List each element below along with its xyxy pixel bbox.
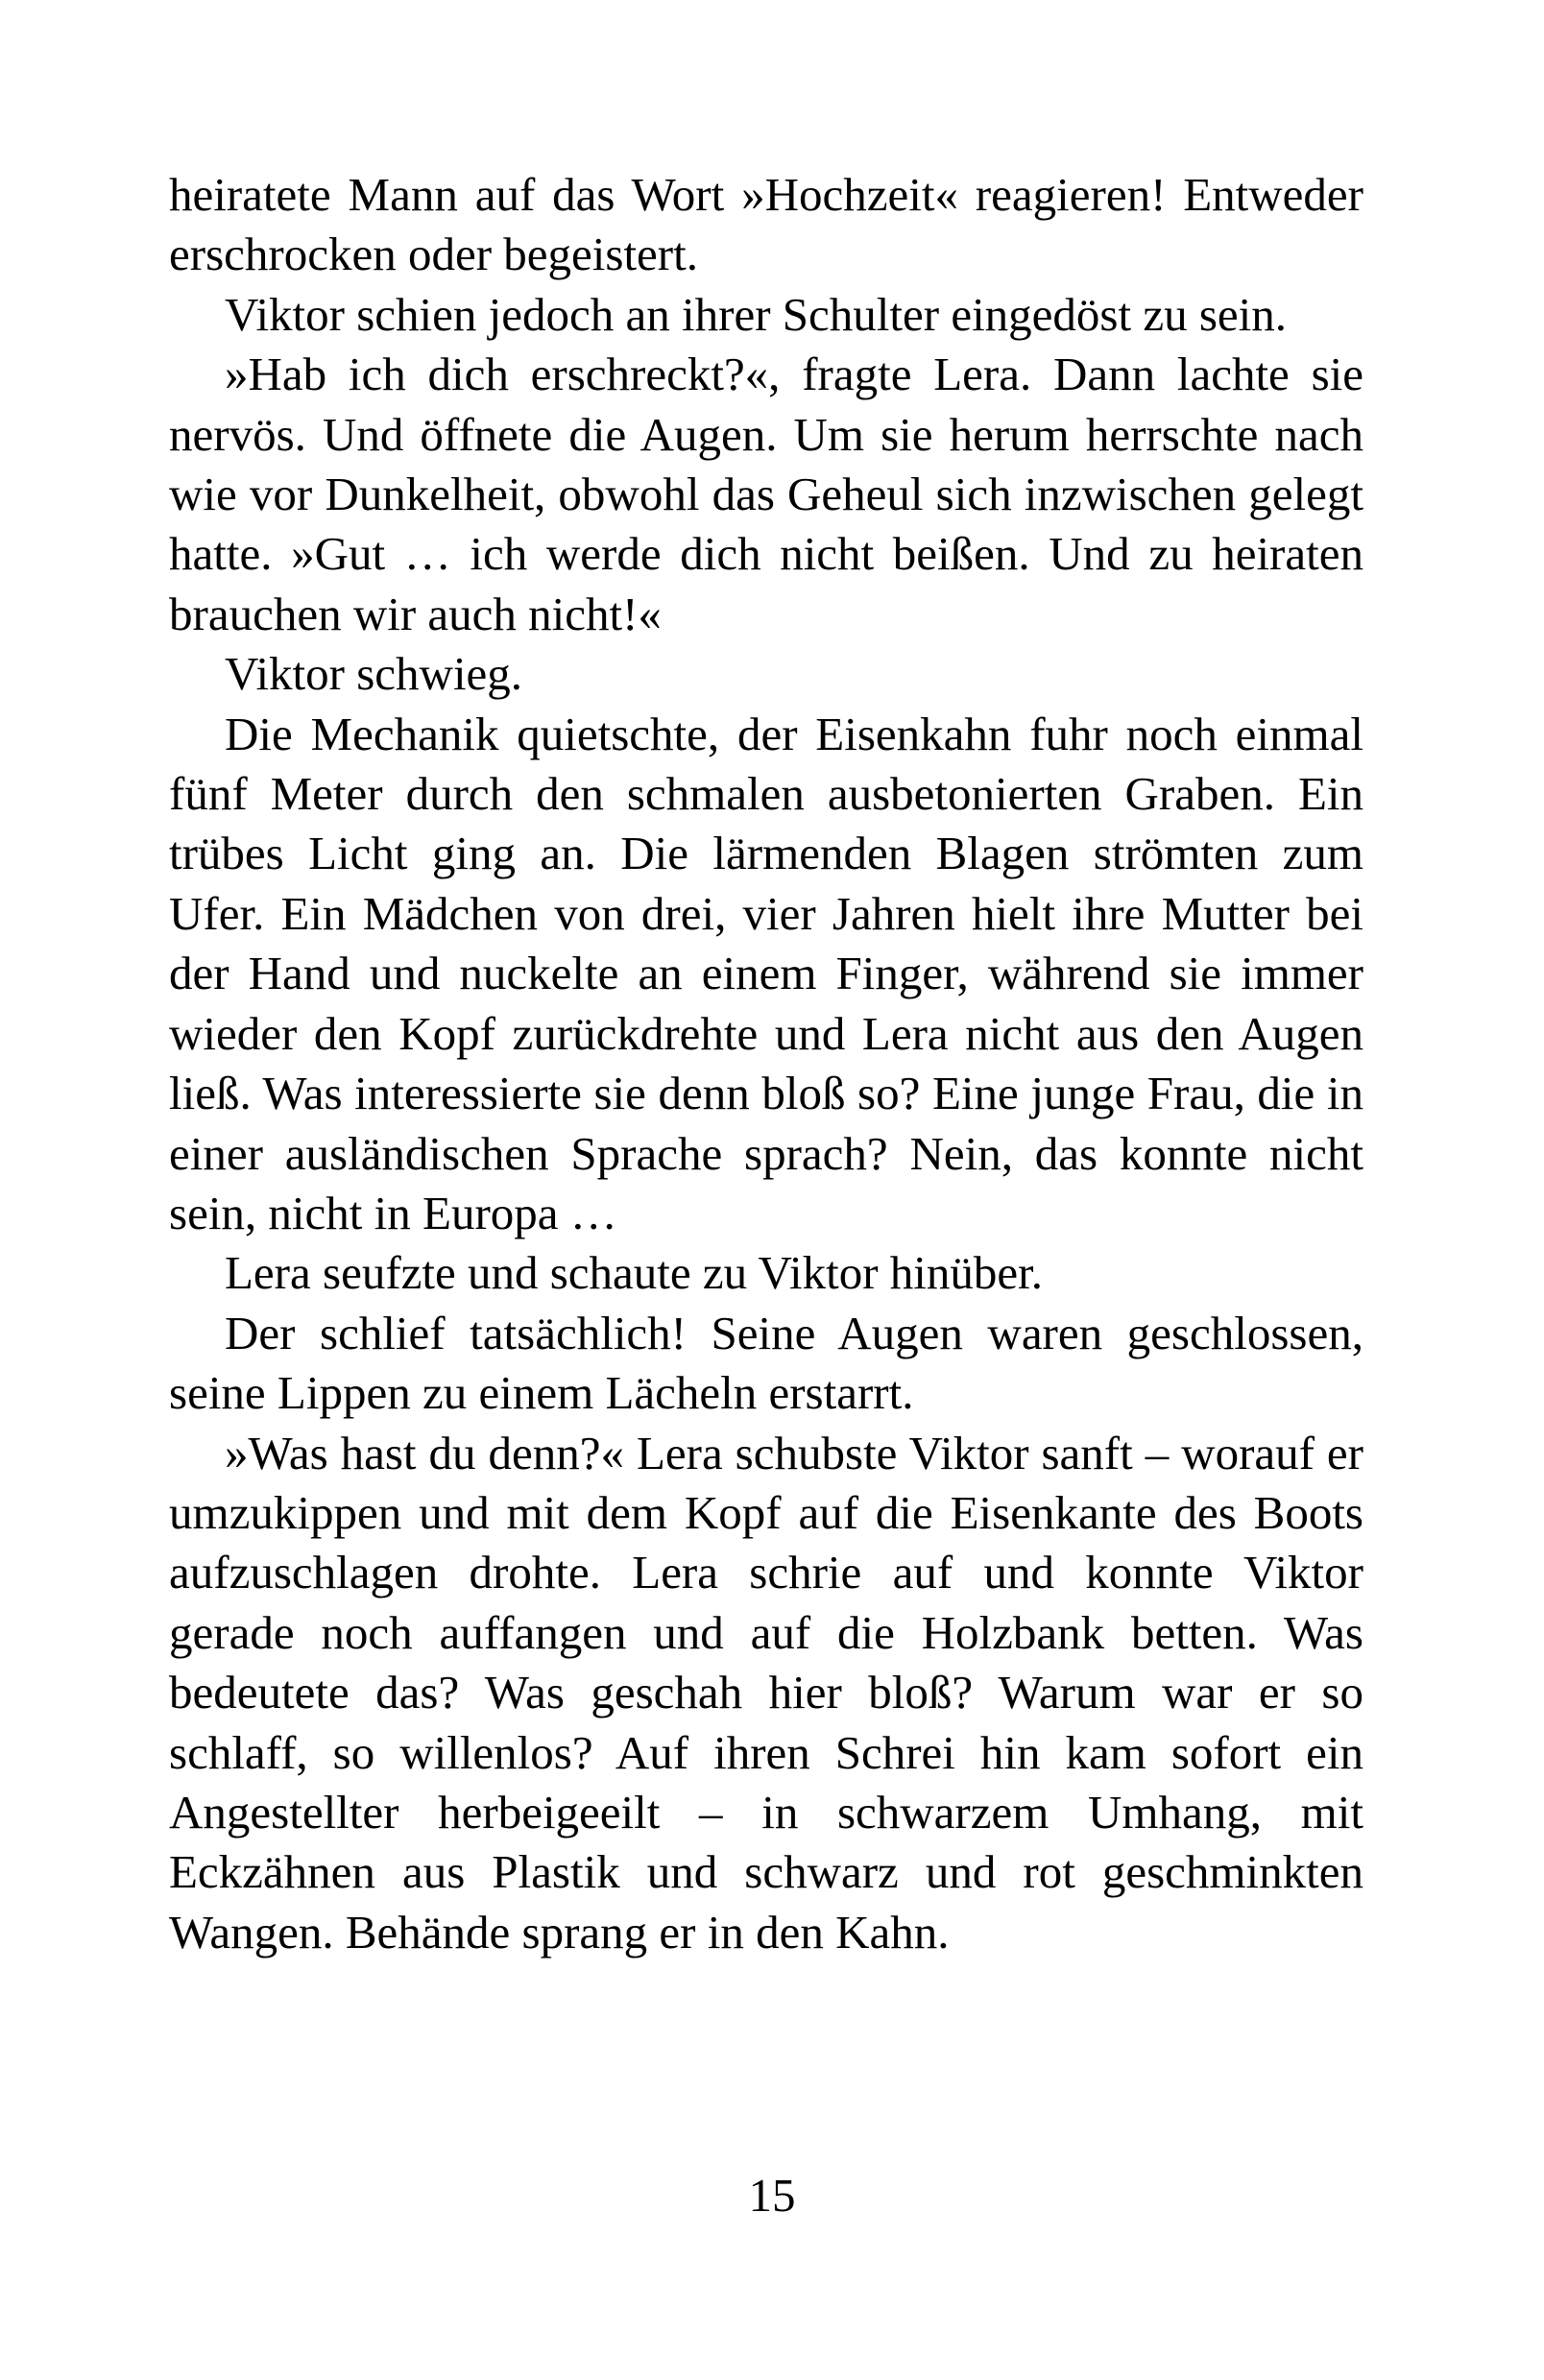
page-number: 15 xyxy=(748,2169,796,2222)
body-text xyxy=(169,165,1363,1962)
paragraph-3: »Hab ich dich erschreckt?«, fragte Lera. Dann lachte sie nervös. Und öffnete die Augen. Um sie herum herrschte nach wie vor Dunkelheit, obwohl das Geheul sich inzwischen gelegt hatte. »Gut … ich werde dich nicht beißen. Und zu heiraten brauchen wir auch nicht!« xyxy=(169,348,1363,640)
paragraph-7: Der schlief tatsächlich! Seine Augen waren geschlossen, seine Lippen zu einem Lächeln erstarrt. xyxy=(169,1306,1363,1420)
paragraph-1: heiratete Mann auf das Wort »Hochzeit« reagieren! Entweder erschrocken oder begeistert. xyxy=(169,168,1363,281)
paragraph-8: »Was hast du denn?« Lera schubste Viktor sanft – worauf er umzukippen und mit dem Kopf auf die Eisenkante des Boots aufzuschlagen drohte. Lera schrie auf und konnte Viktor gerade noch auffangen und auf die Holzbank betten. Was bedeutete das? Was geschah hier bloß? Warum war er so schlaff, so willenlos? Auf ihren Schrei hin kam sofort ein Angestellter herbeigeeilt – in schwarzem Umhang, mit Eckzähnen aus Plastik und schwarz und rot geschminkten Wangen. Behände sprang er in den Kahn. xyxy=(169,1426,1363,1959)
paragraph-6: Lera seufzte und schaute zu Viktor hinüber. xyxy=(225,1246,1043,1300)
paragraph-2: Viktor schien jedoch an ihrer Schulter eingedöst zu sein. xyxy=(225,287,1288,341)
paragraph-5: Die Mechanik quietschte, der Eisenkahn fuhr noch einmal fünf Meter durch den schmalen ausbetonierten Graben. Ein trübes Licht ging an. Die lärmenden Blagen strömten zum Ufer. Ein Mädchen von drei, vier Jahren hielt ihre Mutter bei der Hand und nuckelte an einem Finger, während sie immer wieder den Kopf zurückdrehte und Lera nicht aus den Augen ließ. Was interessierte sie denn bloß so? Eine junge Frau, die in einer ausländischen Sprache sprach? Nein, das konnte nicht sein, nicht in Europa … xyxy=(169,707,1363,1239)
paragraph-4: Viktor schwieg. xyxy=(225,647,523,701)
